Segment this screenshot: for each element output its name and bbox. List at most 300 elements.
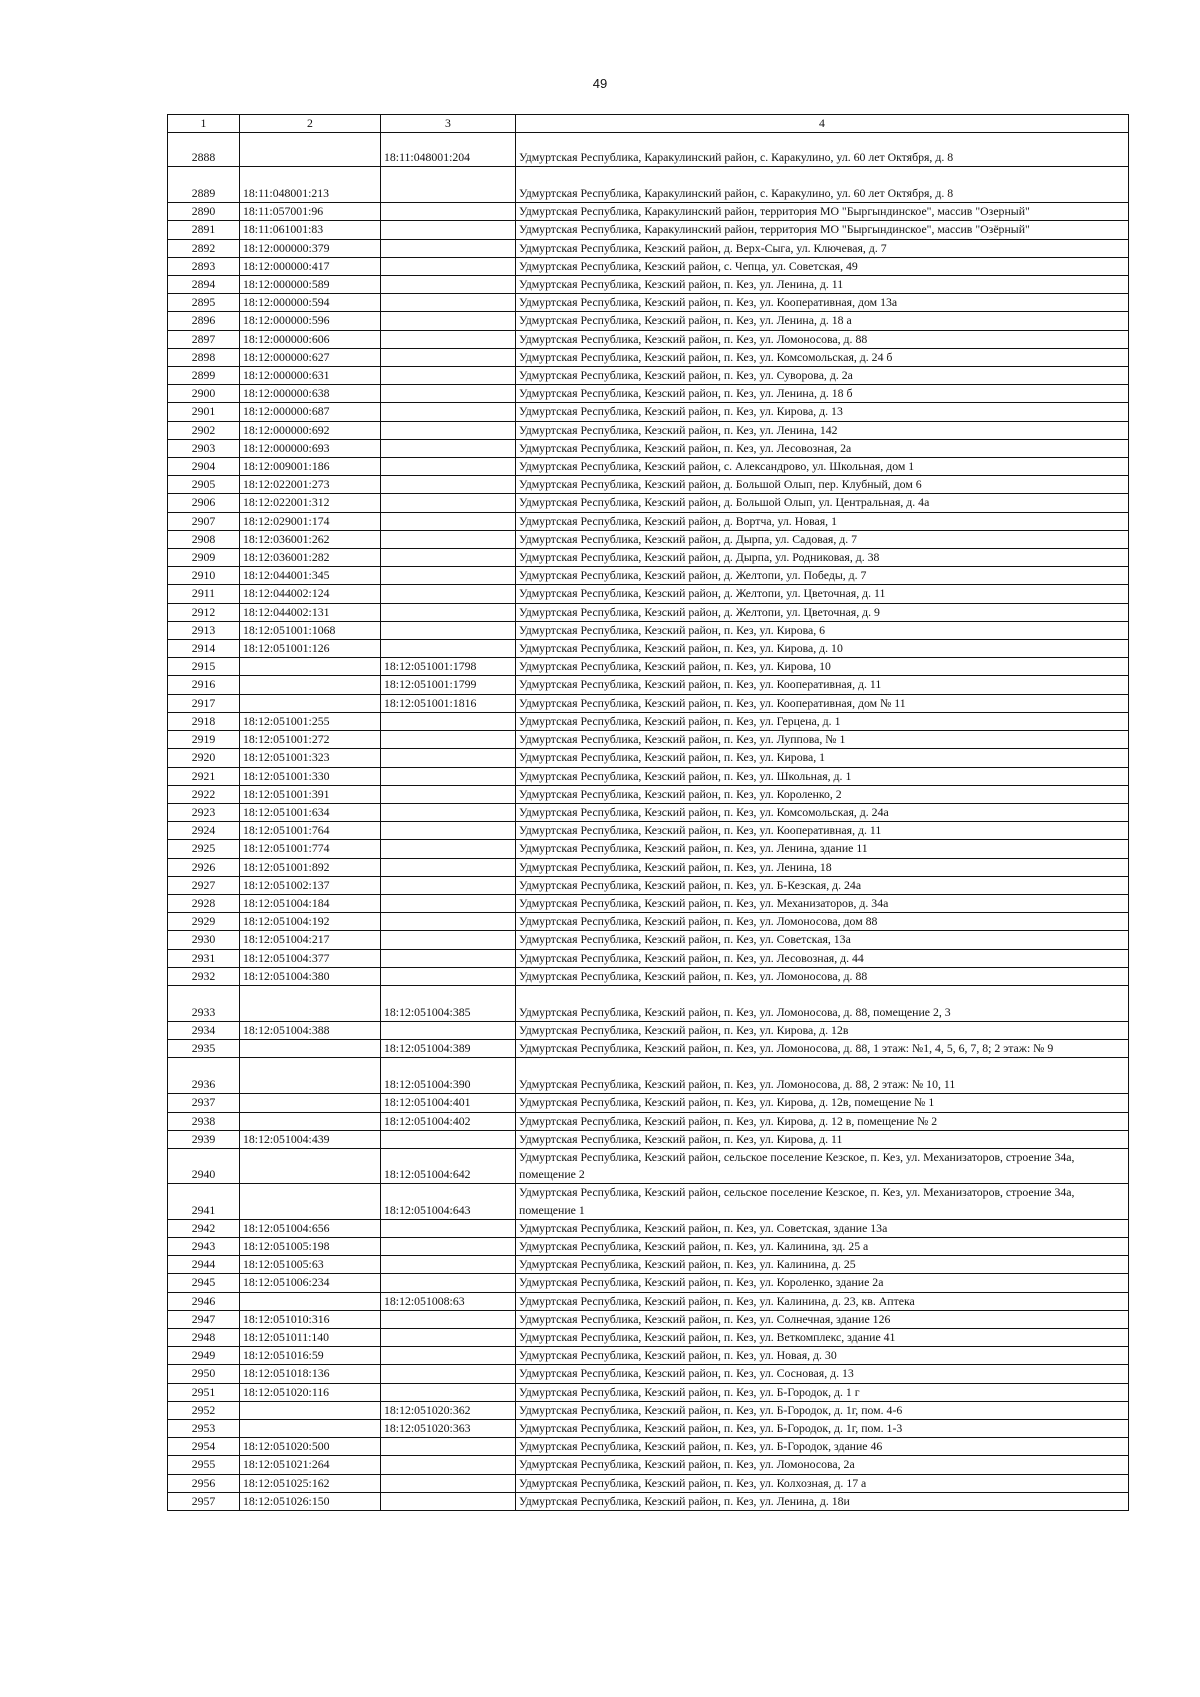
address: Удмуртская Республика, Кезский район, п. Кез, ул. Лесовозная, 2а	[519, 440, 852, 455]
address: Удмуртская Республика, Кезский район, п. Кез, ул. Герцена, д. 1	[519, 713, 841, 728]
cadastral-number-building-cell	[381, 894, 516, 912]
cadastral-number-land-cell	[240, 603, 381, 621]
row-number: 2934	[191, 1022, 216, 1037]
address: Удмуртская Республика, Кезский район, д. Большой Олып, ул. Центральная, д. 4а	[519, 495, 930, 510]
address: Удмуртская Республика, Кезский район, п. Кез, ул. Ленина, д. 18 а	[519, 313, 852, 328]
row-number: 2925	[191, 841, 216, 856]
table-row	[168, 1112, 1129, 1130]
row-number-cell	[168, 985, 240, 1021]
row-number-cell	[168, 367, 240, 385]
cadastral-number-building-cell	[381, 1130, 516, 1148]
cadastral-number-land-cell	[240, 1401, 381, 1419]
cadastral-number-building-cell	[381, 239, 516, 257]
cadastral-number-land-cell	[240, 913, 381, 931]
address-cell	[516, 1438, 1129, 1456]
cadastral-number-land-cell	[240, 694, 381, 712]
address: Удмуртская Республика, Кезский район, п. Кез, ул. Б-Городок, д. 1 г	[519, 1384, 860, 1399]
cadastral-number-land: 18:12:051025:162	[243, 1475, 330, 1490]
cadastral-number-land-cell	[240, 221, 381, 239]
cadastral-number-building-cell	[381, 1274, 516, 1292]
cadastral-number-land: 18:12:000000:596	[243, 313, 330, 328]
cadastral-number-land-cell	[240, 822, 381, 840]
row-number: 2889	[191, 186, 216, 200]
address-cell	[516, 676, 1129, 694]
table-row	[168, 385, 1129, 403]
cadastral-number-land: 18:12:051001:255	[243, 713, 330, 728]
cadastral-number-land: 18:11:048001:213	[243, 186, 330, 200]
address-cell	[516, 1401, 1129, 1419]
column-header-2: 2	[240, 115, 381, 133]
row-number: 2944	[191, 1257, 216, 1272]
address-cell	[516, 1040, 1129, 1058]
row-number: 2897	[191, 331, 216, 346]
row-number: 2932	[191, 968, 216, 983]
row-number-cell	[168, 1094, 240, 1112]
cadastral-number-land-cell	[240, 731, 381, 749]
row-number-cell	[168, 1383, 240, 1401]
row-number: 2947	[191, 1311, 216, 1326]
row-number-cell	[168, 1474, 240, 1492]
cadastral-number-land-cell	[240, 276, 381, 294]
cadastral-number-land-cell	[240, 385, 381, 403]
cadastral-number-land: 18:12:051001:126	[243, 641, 330, 656]
row-number-cell	[168, 1058, 240, 1094]
table-body	[168, 133, 1129, 1511]
row-number-cell	[168, 348, 240, 366]
cadastral-number-land-cell	[240, 1438, 381, 1456]
address-cell	[516, 403, 1129, 421]
row-number: 2927	[191, 877, 216, 892]
table-row	[168, 1456, 1129, 1474]
table-row	[168, 1021, 1129, 1039]
cadastral-number-building-cell	[381, 421, 516, 439]
address: Удмуртская Республика, Кезский район, п. Кез, ул. Ломоносова, д. 88, помещение 2, 3	[519, 1004, 951, 1019]
row-number-cell	[168, 676, 240, 694]
cadastral-number-building-cell	[381, 767, 516, 785]
row-number-cell	[168, 894, 240, 912]
table-row	[168, 276, 1129, 294]
cadastral-number-building-cell	[381, 603, 516, 621]
row-number-cell	[168, 1438, 240, 1456]
row-number-cell	[168, 1456, 240, 1474]
address: Удмуртская Республика, Кезский район, п. Кез, ул. Б-Городок, д. 1г, пом. 1-3	[519, 1421, 903, 1435]
address-cell	[516, 949, 1129, 967]
address: Удмуртская Республика, Кезский район, п. Кез, ул. Калинина, зд. 25 а	[519, 1238, 869, 1253]
cadastral-number-building-cell	[381, 1219, 516, 1237]
cadastral-number-building-cell	[381, 676, 516, 694]
address-cell	[516, 1292, 1129, 1310]
row-number-cell	[168, 1401, 240, 1419]
row-number-cell	[168, 1328, 240, 1346]
cadastral-number-building-cell	[381, 1492, 516, 1510]
row-number: 2933	[191, 1004, 216, 1019]
address-cell	[516, 1328, 1129, 1346]
row-number: 2931	[191, 950, 216, 965]
cadastral-number-land-cell	[240, 1219, 381, 1237]
table-row	[168, 367, 1129, 385]
cadastral-number-land: 18:12:051001:1068	[243, 622, 336, 637]
cadastral-number-land-cell	[240, 1058, 381, 1094]
cadastral-number-land-cell	[240, 1094, 381, 1112]
table-row	[168, 621, 1129, 639]
cadastral-number-building-cell	[381, 1094, 516, 1112]
address-cell	[516, 294, 1129, 312]
address: Удмуртская Республика, Кезский район, п. Кез, ул. Б-Кезская, д. 24а	[519, 877, 862, 892]
row-number-cell	[168, 785, 240, 803]
table-row	[168, 1184, 1129, 1219]
row-number: 2924	[191, 823, 216, 838]
cadastral-number-land: 18:12:051001:391	[243, 786, 330, 801]
table-row	[168, 439, 1129, 457]
address-cell	[516, 731, 1129, 749]
address-cell	[516, 913, 1129, 931]
row-number: 2928	[191, 895, 216, 910]
row-number: 2912	[191, 604, 216, 619]
row-number-cell	[168, 1130, 240, 1148]
row-number-cell	[168, 167, 240, 203]
cadastral-number-land-cell	[240, 1492, 381, 1510]
table-row	[168, 1058, 1129, 1094]
address-cell	[516, 1256, 1129, 1274]
row-number-cell	[168, 967, 240, 985]
cadastral-number-building-cell	[381, 1292, 516, 1310]
cadastral-number-land-cell	[240, 1420, 381, 1438]
cadastral-number-land: 18:12:000000:417	[243, 258, 330, 273]
cadastral-number-building-cell	[381, 294, 516, 312]
row-number: 2953	[191, 1421, 216, 1435]
cadastral-number-land-cell	[240, 133, 381, 167]
address-cell	[516, 1310, 1129, 1328]
cadastral-number-building-cell	[381, 694, 516, 712]
cadastral-number-building-cell	[381, 133, 516, 167]
address: Удмуртская Республика, Кезский район, п. Кез, ул. Кооперативная, д. 11	[519, 677, 882, 692]
row-number: 2957	[191, 1493, 216, 1508]
cadastral-number-land-cell	[240, 1328, 381, 1346]
row-number: 2920	[191, 750, 216, 765]
address: Удмуртская Республика, Каракулинский район, территория МО "Быргындинское", массив "Озёрный"	[519, 222, 1030, 237]
address: Удмуртская Республика, Кезский район, с. Александрово, ул. Школьная, дом 1	[519, 459, 915, 474]
cadastral-number-land: 18:12:051016:59	[243, 1348, 324, 1363]
address-cell	[516, 931, 1129, 949]
cadastral-number-building: 18:12:051004:642	[384, 1167, 471, 1182]
cadastral-number-building-cell	[381, 1256, 516, 1274]
table-row	[168, 133, 1129, 167]
column-header-3: 3	[381, 115, 516, 133]
row-number: 2910	[191, 568, 216, 583]
address: Удмуртская Республика, Кезский район, п. Кез, ул. Кирова, 10	[519, 659, 831, 674]
row-number: 2908	[191, 531, 216, 546]
address: Удмуртская Республика, Кезский район, сельское поселение Кезское, п. Кез, ул. Механизаторов, строение 34а, помещение 2	[519, 1149, 1075, 1182]
address: Удмуртская Республика, Кезский район, д. Большой Олып, пер. Клубный, дом 6	[519, 477, 922, 492]
row-number: 2895	[191, 295, 216, 310]
cadastral-number-building-cell	[381, 385, 516, 403]
cadastral-number-building-cell	[381, 476, 516, 494]
address: Удмуртская Республика, Кезский район, п. Кез, ул. Кооперативная, д. 11	[519, 823, 882, 838]
address-cell	[516, 1130, 1129, 1148]
address-cell	[516, 367, 1129, 385]
address-cell	[516, 567, 1129, 585]
row-number: 2916	[191, 677, 216, 692]
cadastral-number-land-cell	[240, 1148, 381, 1183]
row-number-cell	[168, 803, 240, 821]
cadastral-number-land: 18:12:051006:234	[243, 1275, 330, 1290]
row-number: 2948	[191, 1329, 216, 1344]
row-number-cell	[168, 439, 240, 457]
address: Удмуртская Республика, Кезский район, п. Кез, ул. Кооперативная, дом 13а	[519, 295, 898, 310]
address: Удмуртская Республика, Кезский район, п. Кез, ул. Ленина, д. 11	[519, 277, 844, 292]
row-number: 2913	[191, 622, 216, 637]
cadastral-number-building-cell	[381, 1474, 516, 1492]
cadastral-number-building-cell	[381, 1184, 516, 1219]
cadastral-number-building: 18:12:051004:401	[384, 1095, 471, 1110]
address-cell	[516, 458, 1129, 476]
row-number: 2938	[191, 1113, 216, 1128]
row-number: 2951	[191, 1384, 216, 1399]
row-number-cell	[168, 257, 240, 275]
cadastral-number-building: 18:12:051004:390	[384, 1077, 471, 1092]
address-cell	[516, 1420, 1129, 1438]
cadastral-number-building-cell	[381, 458, 516, 476]
cadastral-number-land-cell	[240, 421, 381, 439]
row-number-cell	[168, 421, 240, 439]
address: Удмуртская Республика, Кезский район, п. Кез, ул. Короленко, здание 2а	[519, 1275, 884, 1290]
table-row	[168, 458, 1129, 476]
cadastral-number-land: 18:12:000000:687	[243, 404, 330, 419]
address-cell	[516, 1474, 1129, 1492]
row-number-cell	[168, 731, 240, 749]
cadastral-number-land-cell	[240, 1383, 381, 1401]
address: Удмуртская Республика, Кезский район, п. Кез, ул. Ленина, здание 11	[519, 841, 868, 856]
address: Удмуртская Республика, Кезский район, п. Кез, ул. Б-Городок, д. 1г, пом. 4-6	[519, 1402, 903, 1417]
cadastral-number-building-cell	[381, 1438, 516, 1456]
address: Удмуртская Республика, Кезский район, д. Желтопи, ул. Победы, д. 7	[519, 568, 867, 583]
table-row	[168, 1292, 1129, 1310]
row-number: 2929	[191, 914, 216, 929]
table-row	[168, 330, 1129, 348]
row-number: 2893	[191, 258, 216, 273]
row-number-cell	[168, 1112, 240, 1130]
table-row	[168, 985, 1129, 1021]
address: Удмуртская Республика, Кезский район, п. Кез, ул. Колхозная, д. 17 а	[519, 1475, 867, 1490]
row-number: 2907	[191, 513, 216, 528]
cadastral-number-land-cell	[240, 1347, 381, 1365]
table-row	[168, 512, 1129, 530]
cadastral-number-building-cell	[381, 1112, 516, 1130]
cadastral-number-land: 18:12:029001:174	[243, 513, 330, 528]
cadastral-number-land: 18:12:044001:345	[243, 568, 330, 583]
table-row	[168, 421, 1129, 439]
table-row	[168, 549, 1129, 567]
address: Удмуртская Республика, Кезский район, п. Кез, ул. Веткомплекс, здание 41	[519, 1329, 896, 1344]
table-row	[168, 1347, 1129, 1365]
cadastral-number-building-cell	[381, 1347, 516, 1365]
cadastral-number-building-cell	[381, 658, 516, 676]
address: Удмуртская Республика, Кезский район, п. Кез, ул. Ломоносова, д. 88	[519, 968, 868, 983]
row-number: 2915	[191, 659, 216, 674]
row-number: 2905	[191, 477, 216, 492]
row-number-cell	[168, 1040, 240, 1058]
cadastral-number-building-cell	[381, 403, 516, 421]
cadastral-number-land-cell	[240, 367, 381, 385]
row-number: 2894	[191, 277, 216, 292]
row-number: 2888	[191, 150, 216, 164]
table-row	[168, 294, 1129, 312]
cadastral-number-land-cell	[240, 785, 381, 803]
address: Удмуртская Республика, Кезский район, п. Кез, ул. Ленина, д. 18и	[519, 1493, 850, 1508]
cadastral-number-land-cell	[240, 439, 381, 457]
row-number: 2940	[191, 1167, 216, 1182]
table-row	[168, 785, 1129, 803]
cadastral-number-land: 18:12:022001:273	[243, 477, 330, 492]
cadastral-number-land: 18:12:000000:638	[243, 386, 330, 401]
row-number-cell	[168, 640, 240, 658]
cadastral-number-building-cell	[381, 439, 516, 457]
cadastral-number-land-cell	[240, 1365, 381, 1383]
address-cell	[516, 1219, 1129, 1237]
cadastral-number-building-cell	[381, 731, 516, 749]
row-number: 2896	[191, 313, 216, 328]
row-number-cell	[168, 549, 240, 567]
cadastral-number-land-cell	[240, 167, 381, 203]
cadastral-number-land-cell	[240, 1130, 381, 1148]
cadastral-number-land-cell	[240, 840, 381, 858]
cadastral-number-building-cell	[381, 549, 516, 567]
row-number: 2955	[191, 1457, 216, 1472]
address: Удмуртская Республика, Кезский район, п. Кез, ул. Ленина, 142	[519, 422, 838, 437]
row-number: 2937	[191, 1095, 216, 1110]
row-number-cell	[168, 749, 240, 767]
table-row	[168, 676, 1129, 694]
table-row	[168, 1219, 1129, 1237]
cadastral-number-land-cell	[240, 1474, 381, 1492]
row-number: 2909	[191, 550, 216, 565]
cadastral-number-building: 18:12:051001:1798	[384, 659, 477, 674]
row-number: 2941	[191, 1202, 216, 1217]
row-number-cell	[168, 585, 240, 603]
row-number-cell	[168, 530, 240, 548]
registry-table	[167, 114, 1129, 1511]
cadastral-number-land-cell	[240, 967, 381, 985]
address: Удмуртская Республика, Кезский район, п. Кез, ул. Новая, д. 30	[519, 1348, 837, 1363]
cadastral-number-land-cell	[240, 476, 381, 494]
table-row	[168, 694, 1129, 712]
table-row	[168, 1310, 1129, 1328]
cadastral-number-land: 18:12:000000:589	[243, 277, 330, 292]
page-number: 49	[592, 76, 608, 91]
address: Удмуртская Республика, Кезский район, п. Кез, ул. Кирова, д. 11	[519, 1131, 843, 1146]
address: Удмуртская Республика, Кезский район, п. Кез, ул. Луппова, № 1	[519, 732, 846, 747]
address: Удмуртская Республика, Кезский район, п. Кез, ул. Кирова, д. 12в	[519, 1022, 849, 1037]
address: Удмуртская Республика, Кезский район, д. Вортча, ул. Новая, 1	[519, 513, 837, 528]
cadastral-number-building-cell	[381, 621, 516, 639]
cadastral-number-land: 18:12:000000:627	[243, 349, 330, 364]
cadastral-number-building-cell	[381, 1456, 516, 1474]
cadastral-number-land-cell	[240, 458, 381, 476]
row-number: 2919	[191, 732, 216, 747]
address-cell	[516, 585, 1129, 603]
table-row	[168, 894, 1129, 912]
cadastral-number-building: 18:12:051004:643	[384, 1202, 471, 1217]
cadastral-number-land-cell	[240, 1237, 381, 1255]
row-number: 2950	[191, 1366, 216, 1381]
address-cell	[516, 1237, 1129, 1255]
cadastral-number-land-cell	[240, 1310, 381, 1328]
address-cell	[516, 985, 1129, 1021]
address-cell	[516, 1021, 1129, 1039]
row-number-cell	[168, 712, 240, 730]
row-number-cell	[168, 1021, 240, 1039]
cadastral-number-land: 18:12:000000:693	[243, 440, 330, 455]
cadastral-number-land: 18:12:051018:136	[243, 1366, 330, 1381]
cadastral-number-building-cell	[381, 640, 516, 658]
address-cell	[516, 658, 1129, 676]
address: Удмуртская Республика, Кезский район, д. Дырпа, ул. Садовая, д. 7	[519, 531, 858, 546]
cadastral-number-land-cell	[240, 348, 381, 366]
row-number: 2901	[191, 404, 216, 419]
address: Удмуртская Республика, Кезский район, п. Кез, ул. Кирова, д. 13	[519, 404, 843, 419]
cadastral-number-land: 18:12:051004:192	[243, 914, 330, 929]
table-row	[168, 658, 1129, 676]
row-number-cell	[168, 312, 240, 330]
cadastral-number-land: 18:12:051026:150	[243, 1493, 330, 1508]
cadastral-number-land: 18:12:000000:379	[243, 240, 330, 255]
address-cell	[516, 1184, 1129, 1219]
address: Удмуртская Республика, Кезский район, п. Кез, ул. Калинина, д. 23, кв. Аптека	[519, 1293, 915, 1308]
cadastral-number-land-cell	[240, 803, 381, 821]
cadastral-number-land: 18:12:051020:500	[243, 1439, 330, 1454]
row-number: 2911	[191, 586, 216, 601]
cadastral-number-land: 18:12:051004:184	[243, 895, 330, 910]
cadastral-number-land-cell	[240, 1274, 381, 1292]
address-cell	[516, 1274, 1129, 1292]
cadastral-number-land: 18:12:051001:323	[243, 750, 330, 765]
row-number-cell	[168, 133, 240, 167]
cadastral-number-building-cell	[381, 803, 516, 821]
cadastral-number-building-cell	[381, 949, 516, 967]
cadastral-number-land: 18:12:051010:316	[243, 1311, 330, 1326]
cadastral-number-land: 18:11:061001:83	[243, 222, 324, 237]
address-cell	[516, 239, 1129, 257]
cadastral-number-land-cell	[240, 203, 381, 221]
address-cell	[516, 749, 1129, 767]
row-number-cell	[168, 221, 240, 239]
row-number-cell	[168, 1256, 240, 1274]
cadastral-number-land-cell	[240, 749, 381, 767]
cadastral-number-building-cell	[381, 1310, 516, 1328]
address-cell	[516, 1058, 1129, 1094]
address: Удмуртская Республика, Кезский район, п. Кез, ул. Механизаторов, д. 34а	[519, 895, 889, 910]
row-number-cell	[168, 1347, 240, 1365]
table-row	[168, 803, 1129, 821]
table-row	[168, 1474, 1129, 1492]
row-number: 2906	[191, 495, 216, 510]
cadastral-number-land-cell	[240, 712, 381, 730]
table-row	[168, 712, 1129, 730]
cadastral-number-land: 18:12:051005:63	[243, 1257, 324, 1272]
cadastral-number-land-cell	[240, 621, 381, 639]
address-cell	[516, 421, 1129, 439]
cadastral-number-building: 18:12:051001:1816	[384, 695, 477, 710]
cadastral-number-building-cell	[381, 1420, 516, 1438]
cadastral-number-building-cell	[381, 276, 516, 294]
cadastral-number-land-cell	[240, 658, 381, 676]
row-number-cell	[168, 294, 240, 312]
address-cell	[516, 167, 1129, 203]
cadastral-number-land: 18:12:000000:692	[243, 422, 330, 437]
address: Удмуртская Республика, Кезский район, п. Кез, ул. Ломоносова, д. 88, 2 этаж: № 10, 11	[519, 1077, 956, 1092]
cadastral-number-land-cell	[240, 1256, 381, 1274]
address-cell	[516, 221, 1129, 239]
